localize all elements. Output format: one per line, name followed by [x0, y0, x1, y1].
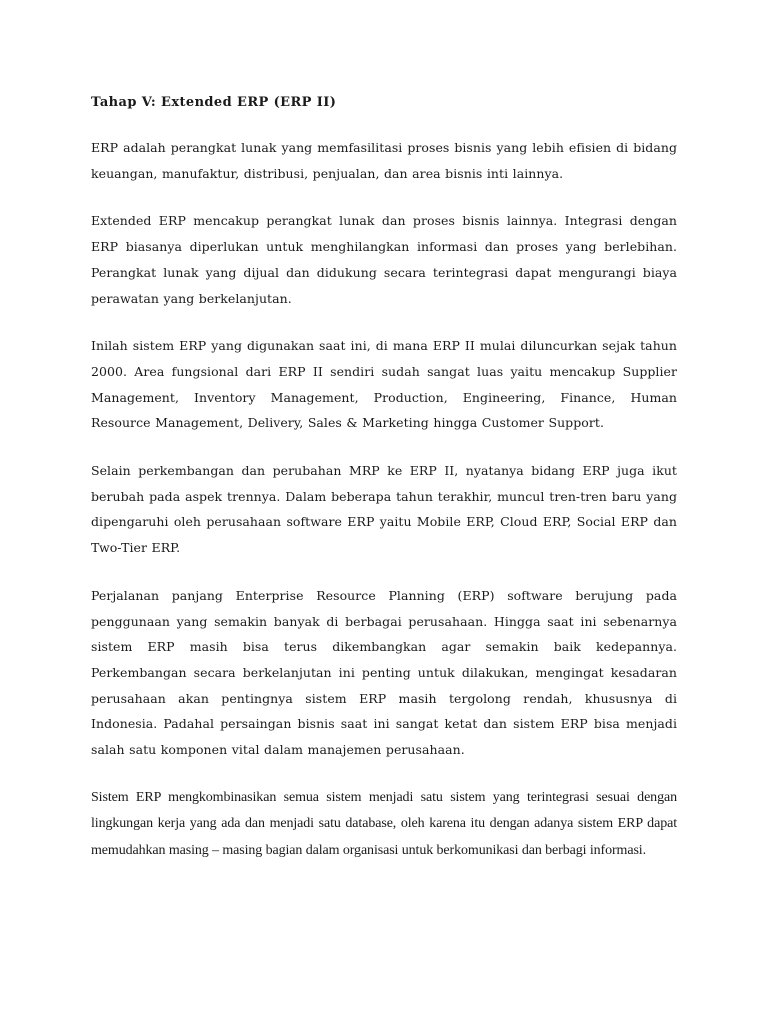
paragraph-extended-erp: Extended ERP mencakup perangkat lunak dan proses bisnis lainnya. Integrasi dengan ERP biasanya diperlukan untuk menghilangkan informasi dan proses yang berlebihan. Perangkat lunak yang dijual dan didukung secara terintegrasi dapat mengurangi biaya perawatan yang berkelanjutan.: [91, 213, 677, 306]
paragraph-erp-integration: Sistem ERP mengkombinasikan semua sistem menjadi satu sistem yang terintegrasi sesuai dengan lingkungan kerja yang ada dan menjadi satu database, oleh karena itu dengan adanya sistem ERP dapat memudahkan masing – masing bagian dalam organisasi untuk berkomunikasi dan berbagi informasi.: [91, 789, 677, 858]
section-heading: Tahap V: Extended ERP (ERP II): [91, 95, 337, 110]
paragraph-erp-definition: ERP adalah perangkat lunak yang memfasilitasi proses bisnis yang lebih efisien di bidang keuangan, manufaktur, distribusi, penjualan, dan area bisnis inti lainnya.: [91, 140, 677, 181]
document-page: [91, 93, 677, 886]
paragraph-erp-trends: Selain perkembangan dan perubahan MRP ke ERP II, nyatanya bidang ERP juga ikut berubah pada aspek trennya. Dalam beberapa tahun terakhir, muncul tren-tren baru yang dipengaruhi oleh perusahaan software ERP yaitu Mobile ERP, Cloud ERP, Social ERP dan Two-Tier ERP.: [91, 463, 677, 556]
paragraph-erp-journey: Perjalanan panjang Enterprise Resource Planning (ERP) software berujung pada penggunaan yang semakin banyak di berbagai perusahaan. Hingga saat ini sebenarnya sistem ERP masih bisa terus dikembangkan agar semakin baik kedepannya. Perkembangan secara berkelanjutan ini penting untuk dilakukan, mengingat kesadaran perusahaan akan pentingnya sistem ERP masih tergolong rendah, khususnya di Indonesia. Padahal persaingan bisnis saat ini sangat ketat dan sistem ERP bisa menjadi salah satu komponen vital dalam manajemen perusahaan.: [91, 587, 677, 758]
paragraph-erp-ii-areas: Inilah sistem ERP yang digunakan saat ini, di mana ERP II mulai diluncurkan sejak tahun 2000. Area fungsional dari ERP II sendiri sudah sangat luas yaitu mencakup Supplier Management, Inventory Management, Production, Engineering, Finance, Human Resource Management, Delivery, Sales & Marketing hingga Customer Support.: [91, 338, 677, 431]
